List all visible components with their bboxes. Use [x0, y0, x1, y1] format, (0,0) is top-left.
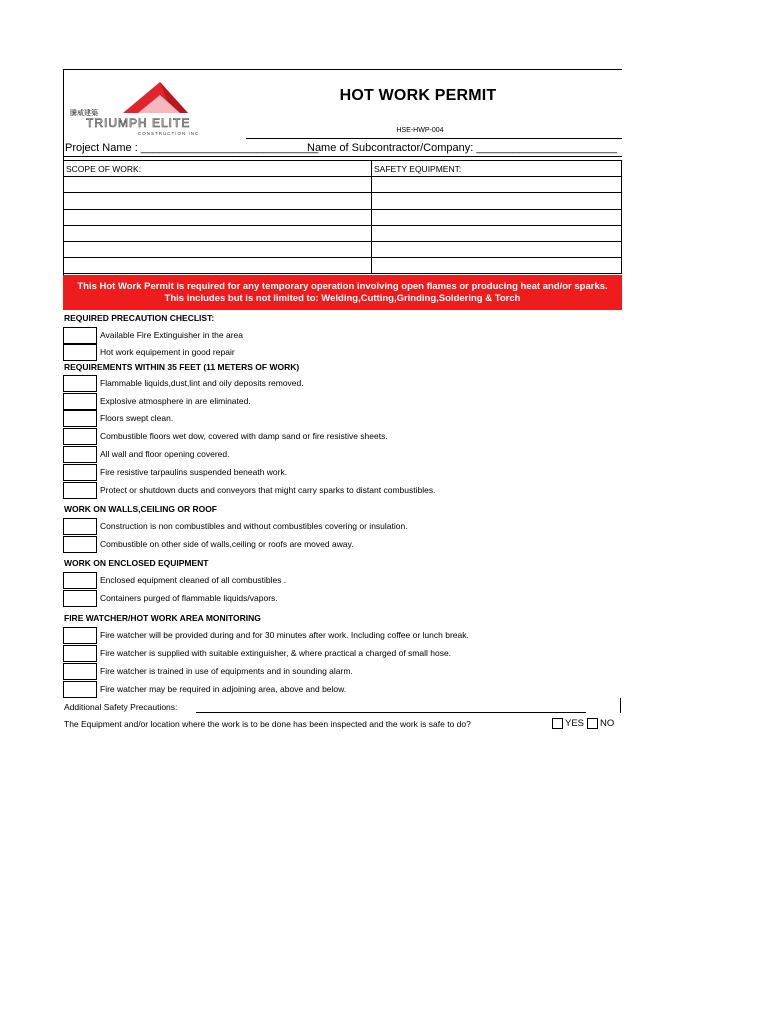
section-heading-enclosed: WORK ON ENCLOSED EQUIPMENT: [64, 558, 209, 568]
inspection-question: The Equipment and/or location where the work is to be done has been inspected and the work is safe to do?: [64, 719, 471, 729]
scope-cell[interactable]: [64, 241, 372, 257]
checkbox[interactable]: [63, 572, 97, 589]
subcontractor-field[interactable]: Name of Subcontractor/Company: _______________________: [307, 142, 618, 154]
logo-name-text: TRIUMPH ELITE: [86, 116, 191, 130]
additional-precautions-label: Additional Safety Precautions:: [64, 702, 178, 712]
additional-precautions-input[interactable]: [196, 712, 586, 713]
field-end-bar: [620, 698, 621, 713]
checklist-item-label: All wall and floor opening covered.: [100, 449, 230, 459]
yes-option[interactable]: [552, 718, 584, 729]
header-divider-2: [63, 156, 622, 157]
no-option[interactable]: [587, 718, 614, 729]
checklist-item-label: Combustible on other side of walls,ceiling or roofs are moved away.: [100, 539, 354, 549]
checkbox[interactable]: [63, 344, 97, 361]
checkbox[interactable]: [63, 627, 97, 644]
checklist-item-label: Flammable liquids,dust,lint and oily deposits removed.: [100, 378, 304, 388]
section-heading-walls: WORK ON WALLS,CEILING OR ROOF: [64, 504, 217, 514]
checkbox[interactable]: [63, 428, 97, 445]
checkbox[interactable]: [63, 446, 97, 463]
checklist-item-label: Fire resistive tarpaulins suspended beneath work.: [100, 467, 288, 477]
checklist-item-label: Available Fire Extinguisher in the area: [100, 330, 244, 340]
header-divider: [246, 138, 622, 139]
scope-safety-table: [63, 160, 622, 274]
top-border: [63, 69, 622, 70]
section-heading-precaution: REQUIRED PRECAUTION CHECLIST:: [64, 313, 215, 323]
warning-banner-text: This Hot Work Permit is required for any temporary operation involving open flames or producing heat and/or sparks. This includes but is not limited to: Welding,Cutting,Grinding,Soldering & Torch: [77, 280, 608, 304]
scope-cell[interactable]: [64, 225, 372, 241]
checkbox[interactable]: [63, 375, 97, 392]
yes-checkbox[interactable]: [552, 718, 563, 729]
safety-cell[interactable]: [372, 177, 622, 193]
no-label: NO: [600, 718, 615, 729]
page-title: HOT WORK PERMIT: [339, 87, 497, 104]
logo-sub-text: CONSTRUCTION INC.: [138, 131, 202, 136]
checkbox[interactable]: [63, 536, 97, 553]
section-heading-fire-watcher: FIRE WATCHER/HOT WORK AREA MONITORING: [64, 613, 261, 623]
project-name-field[interactable]: Project Name : _____________________________: [65, 142, 319, 154]
checkbox[interactable]: [63, 410, 97, 427]
safety-cell[interactable]: [372, 193, 622, 209]
yes-label: YES: [565, 718, 585, 729]
safety-cell[interactable]: [372, 241, 622, 257]
checkbox[interactable]: [63, 464, 97, 481]
checklist-item-label: Enclosed equipment cleaned of all combustibles .: [100, 575, 287, 585]
checklist-item-label: Combustible floors wet dow, covered with damp sand or fire resistive sheets.: [100, 431, 388, 441]
checklist-item-label: Fire watcher is trained in use of equipments and in sounding alarm.: [100, 666, 353, 676]
safety-cell[interactable]: [372, 258, 622, 274]
table-row: [64, 161, 622, 177]
checklist-item-label: Containers purged of flammable liquids/vapors.: [100, 593, 278, 603]
table-row: [64, 209, 622, 225]
scope-of-work-header: SCOPE OF WORK:: [64, 161, 372, 177]
table-row: [64, 225, 622, 241]
safety-cell[interactable]: [372, 225, 622, 241]
checkbox[interactable]: [63, 518, 97, 535]
logo-chinese-text: 騰威建築: [70, 109, 98, 117]
table-row: [64, 241, 622, 257]
table-row: [64, 193, 622, 209]
checklist-item-label: Floors swept clean.: [100, 413, 174, 423]
checklist-item-label: Hot work equipement in good repair: [100, 347, 235, 357]
checklist-item-label: Explosive atmosphere in are eliminated.: [100, 396, 251, 406]
checklist-item-label: Fire watcher will be provided during and for 30 minutes after work. Including coffee or lunch break.: [100, 630, 469, 640]
checkbox[interactable]: [63, 645, 97, 662]
checkbox[interactable]: [63, 663, 97, 680]
checkbox[interactable]: [63, 590, 97, 607]
table-row: [64, 177, 622, 193]
checklist-item-label: Fire watcher may be required in adjoining area, above and below.: [100, 684, 347, 694]
checklist-item-label: Protect or shutdown ducts and conveyors that might carry sparks to distant combustibles.: [100, 485, 436, 495]
checkbox[interactable]: [63, 482, 97, 499]
checklist-item-label: Fire watcher is supplied with suitable extinguisher, & where practical a charged of small hose.: [100, 648, 452, 658]
scope-cell[interactable]: [64, 193, 372, 209]
scope-cell[interactable]: [64, 177, 372, 193]
no-checkbox[interactable]: [587, 718, 598, 729]
warning-banner: [63, 275, 622, 310]
scope-cell[interactable]: [64, 258, 372, 274]
table-row: [64, 258, 622, 274]
checkbox[interactable]: [63, 681, 97, 698]
scope-cell[interactable]: [64, 209, 372, 225]
safety-equipment-header: SAFETY EQUIPMENT:: [372, 161, 622, 177]
form-code: HSE-HWP-004: [396, 127, 444, 134]
safety-cell[interactable]: [372, 209, 622, 225]
checklist-item-label: Construction is non combustibles and without combustibles covering or insulation.: [100, 521, 408, 531]
checkbox[interactable]: [63, 327, 97, 344]
section-heading-35-feet: REQUIREMENTS WITHIN 35 FEET (11 METERS OF WORK): [64, 362, 300, 372]
company-logo: [68, 77, 243, 139]
checkbox[interactable]: [63, 393, 97, 410]
